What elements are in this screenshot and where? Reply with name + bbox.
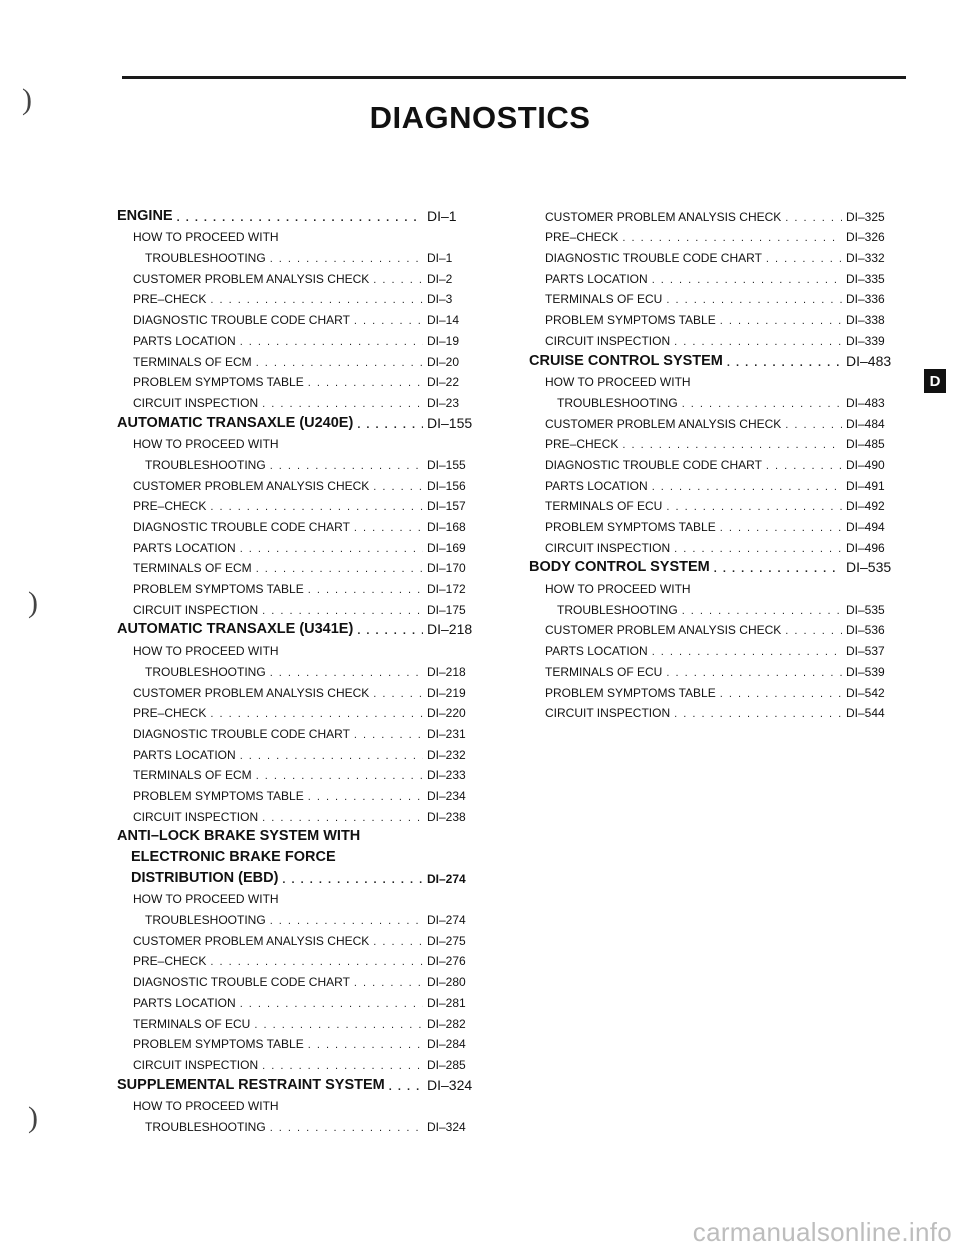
toc-entry-title: PRE–CHECK [545,230,619,245]
toc-entry-title: PROBLEM SYMPTOMS TABLE [133,788,304,803]
toc-entry-title: TERMINALS OF ECU [545,664,663,679]
toc-entry[interactable] [117,1113,493,1134]
toc-entry-title: PRE–CHECK [133,292,207,307]
toc-entry[interactable] [529,493,912,514]
toc-entry-title: CUSTOMER PROBLEM ANALYSIS CHECK [133,478,370,493]
toc-entry-title: PRE–CHECK [133,499,207,514]
toc-entry[interactable] [117,513,493,534]
toc-entry[interactable] [117,286,493,307]
toc-entry-title: DIAGNOSTIC TROUBLE CODE CHART [545,251,762,266]
toc-entry-title: HOW TO PROCEED WITH [133,230,279,245]
toc-entry-title: CIRCUIT INSPECTION [545,540,671,555]
toc-page-number: DI–20 [427,354,460,369]
dot-leader [240,750,423,762]
dot-leader [666,667,842,679]
toc-entry[interactable] [117,1072,493,1093]
toc-entry[interactable] [117,968,493,989]
toc-page-number: DI–496 [846,540,885,555]
toc-entry[interactable] [529,244,912,265]
toc-entry[interactable] [529,451,912,472]
toc-heading [117,1093,493,1114]
dot-leader [373,688,423,700]
toc-page-number: DI–22 [427,375,460,390]
toc-entry-title: PARTS LOCATION [545,271,648,286]
dot-leader [357,625,423,637]
toc-entry[interactable] [529,596,912,617]
toc-page-number: DI–285 [427,1057,466,1072]
dot-leader [177,212,423,224]
toc-page-number: DI–280 [427,975,466,990]
header-rule [122,76,906,79]
toc-entry-title: PARTS LOCATION [133,333,236,348]
toc-page-number: DI–535 [846,602,885,617]
toc-page-number: DI–281 [427,995,466,1010]
toc-entry-title: DIAGNOSTIC TROUBLE CODE CHART [133,726,350,741]
toc-entry-title: CIRCUIT INSPECTION [133,602,259,617]
toc-left-column [117,203,493,1134]
dot-leader [682,605,842,617]
dot-leader [308,1039,423,1051]
toc-page-number: DI–326 [846,230,885,245]
toc-page-number: DI–536 [846,623,885,638]
toc-page-number: DI–535 [846,559,892,576]
dot-leader [270,667,423,679]
toc-entry-title: TROUBLESHOOTING [145,251,266,266]
toc-entry[interactable] [117,389,493,410]
binder-hole-mark: ) [28,1101,38,1134]
dot-leader [785,212,842,224]
toc-heading [117,637,493,658]
toc-page-number: DI–544 [846,706,885,721]
dot-leader [308,791,423,803]
toc-entry-title: PROBLEM SYMPTOMS TABLE [545,685,716,700]
toc-page-number: DI–232 [427,747,466,762]
dot-leader [720,522,842,534]
toc-entry[interactable] [117,803,493,824]
toc-entry-title: HOW TO PROCEED WITH [133,1099,279,1114]
toc-entry[interactable] [117,741,493,762]
toc-entry-title: DIAGNOSTIC TROUBLE CODE CHART [133,313,350,328]
toc-entry-title: TROUBLESHOOTING [145,913,266,928]
dot-leader [308,377,423,389]
toc-page-number: DI–274 [427,913,466,928]
dot-leader [210,294,423,306]
dot-leader [270,1122,423,1134]
toc-entry-title: CIRCUIT INSPECTION [545,333,671,348]
toc-entry-title: SUPPLEMENTAL RESTRAINT SYSTEM [117,1076,385,1093]
binder-hole-mark: ) [28,586,38,619]
toc-page-number: DI–238 [427,809,466,824]
dot-leader [682,398,842,410]
dot-leader [256,357,423,369]
toc-entry[interactable] [529,265,912,286]
toc-entry[interactable] [117,700,493,721]
dot-leader [666,501,842,513]
toc-page-number: DI–23 [427,395,460,410]
toc-page-number: DI–483 [846,352,892,369]
toc-entry-title: PROBLEM SYMPTOMS TABLE [133,582,304,597]
toc-entry[interactable] [117,244,493,265]
toc-entry[interactable] [529,679,912,700]
toc-page-number: DI–485 [846,437,885,452]
toc-entry-title: HOW TO PROCEED WITH [133,644,279,659]
toc-page-number: DI–542 [846,685,885,700]
toc-entry-title: TROUBLESHOOTING [557,602,678,617]
toc-page-number: DI–14 [427,313,460,328]
toc-page-number: DI–218 [427,664,466,679]
toc-entry[interactable] [529,637,912,658]
toc-page-number: DI–274 [427,871,466,886]
section-tab-badge[interactable]: D [924,369,946,393]
toc-page-number: DI–539 [846,664,885,679]
dot-leader [240,336,423,348]
toc-page-number: DI–336 [846,292,885,307]
toc-page-number: DI–172 [427,582,466,597]
toc-entry[interactable] [117,989,493,1010]
toc-entry-title: DIAGNOSTIC TROUBLE CODE CHART [545,457,762,472]
toc-entry[interactable] [529,658,912,679]
toc-entry[interactable] [529,327,912,348]
toc-entry[interactable] [117,265,493,286]
toc-entry-title: CIRCUIT INSPECTION [133,809,259,824]
toc-page-number: DI–338 [846,313,885,328]
toc-entry[interactable] [529,472,912,493]
toc-page-number: DI–492 [846,499,885,514]
dot-leader [373,481,423,493]
toc-page-number: DI–219 [427,685,466,700]
toc-entry[interactable] [529,306,912,327]
toc-page-number: DI–494 [846,520,885,534]
toc-entry[interactable] [529,410,912,431]
toc-entry-title: ANTI–LOCK BRAKE SYSTEM WITH [117,828,361,845]
toc-entry-title: CUSTOMER PROBLEM ANALYSIS CHECK [545,623,782,638]
toc-entry[interactable] [117,906,493,927]
toc-entry[interactable] [117,948,493,969]
toc-entry[interactable] [117,348,493,369]
toc-entry-title: ENGINE [117,207,173,224]
toc-heading [117,844,493,865]
toc-entry-title: PROBLEM SYMPTOMS TABLE [545,520,716,534]
toc-page-number: DI–220 [427,706,466,721]
toc-entry-title: TERMINALS OF ECM [133,768,252,783]
dot-leader [720,315,842,327]
toc-heading [117,824,493,845]
dot-leader [262,605,423,617]
toc-entry-title: DIAGNOSTIC TROUBLE CODE CHART [133,975,350,990]
toc-page-number: DI–325 [846,209,885,224]
toc-entry[interactable] [529,555,912,576]
toc-entry-title: HOW TO PROCEED WITH [545,375,691,390]
dot-leader [270,253,423,265]
toc-page-number: DI–231 [427,726,466,741]
toc-heading [529,575,912,596]
dot-leader [262,398,423,410]
toc-page-number: DI–484 [846,416,885,431]
toc-entry[interactable] [529,203,912,224]
toc-page-number: DI–3 [427,292,453,307]
dot-leader [262,812,423,824]
dot-leader [254,1019,423,1031]
toc-page-number: DI–175 [427,602,466,617]
toc-entry-title: CIRCUIT INSPECTION [545,706,671,721]
dot-leader [652,481,842,493]
dot-leader [652,274,842,286]
toc-entry-title: ELECTRONIC BRAKE FORCE [131,849,336,865]
toc-entry-title: AUTOMATIC TRANSAXLE (U240E) [117,414,354,431]
toc-page-number: DI–335 [846,271,885,286]
toc-entry-title: PARTS LOCATION [133,995,236,1010]
toc-entry-title: PRE–CHECK [133,954,207,969]
toc-entry-title: TERMINALS OF ECU [133,1016,251,1031]
toc-page-number: DI–234 [427,788,466,803]
toc-heading [117,431,493,452]
toc-entry[interactable] [117,410,493,431]
toc-page-number: DI–170 [427,561,466,576]
dot-leader [210,708,423,720]
toc-entry-title: TERMINALS OF ECU [545,499,663,514]
toc-entry-title: CIRCUIT INSPECTION [133,1057,259,1072]
toc-entry-title: TERMINALS OF ECM [133,354,252,369]
toc-entry-title: BODY CONTROL SYSTEM [529,559,710,576]
toc-heading [117,224,493,245]
toc-entry[interactable] [117,369,493,390]
dot-leader [354,522,423,534]
toc-entry[interactable] [529,286,912,307]
toc-entry[interactable] [117,679,493,700]
toc-entry[interactable] [117,534,493,555]
dot-leader [674,708,842,720]
toc-page-number: DI–218 [427,621,473,638]
toc-entry-title: TROUBLESHOOTING [145,1119,266,1134]
dot-leader [256,563,423,575]
toc-entry[interactable] [117,762,493,783]
toc-page-number: DI–156 [427,478,466,493]
toc-entry[interactable] [529,617,912,638]
toc-page-number: DI–169 [427,540,466,555]
toc-page-number: DI–284 [427,1037,466,1052]
toc-entry-title: TROUBLESHOOTING [145,457,266,472]
toc-page-number: DI–1 [427,251,453,266]
toc-entry[interactable] [529,348,912,369]
toc-entry[interactable] [117,575,493,596]
toc-entry-title: CUSTOMER PROBLEM ANALYSIS CHECK [545,416,782,431]
toc-entry[interactable] [529,513,912,534]
toc-entry-title: PROBLEM SYMPTOMS TABLE [133,375,304,390]
dot-leader [308,584,423,596]
dot-leader [720,688,842,700]
toc-page-number: DI–324 [427,1119,466,1134]
toc-page-number: DI–332 [846,251,885,266]
toc-page-number: DI–324 [427,1076,473,1093]
toc-entry[interactable] [117,596,493,617]
toc-entry[interactable] [529,431,912,452]
toc-entry[interactable] [117,658,493,679]
toc-entry[interactable] [117,1010,493,1031]
dot-leader [674,336,842,348]
toc-entry[interactable] [117,1051,493,1072]
dot-leader [785,419,842,431]
toc-entry[interactable] [117,327,493,348]
toc-entry-title: CUSTOMER PROBLEM ANALYSIS CHECK [545,209,782,224]
dot-leader [666,294,842,306]
toc-entry-title: PRE–CHECK [545,437,619,452]
toc-page-number: DI–282 [427,1016,466,1031]
dot-leader [622,439,842,451]
dot-leader [727,357,842,369]
dot-leader [270,460,423,472]
toc-entry-title: CRUISE CONTROL SYSTEM [529,352,723,369]
toc-page-number: DI–490 [846,457,885,472]
toc-entry-title: AUTOMATIC TRANSAXLE (U341E) [117,621,354,638]
toc-entry[interactable] [529,534,912,555]
dot-leader [262,1060,423,1072]
toc-page-number: DI–19 [427,333,460,348]
toc-entry-title: HOW TO PROCEED WITH [133,892,279,907]
toc-entry-title: PARTS LOCATION [545,478,648,493]
toc-page-number: DI–157 [427,499,466,514]
toc-entry-title: DISTRIBUTION (EBD) [131,869,279,886]
toc-entry-title: CUSTOMER PROBLEM ANALYSIS CHECK [133,271,370,286]
toc-entry-title: PARTS LOCATION [133,540,236,555]
toc-page-number: DI–339 [846,333,885,348]
toc-entry[interactable] [117,306,493,327]
page-title: DIAGNOSTICS [369,100,591,135]
toc-entry[interactable] [117,1031,493,1052]
dot-leader [766,253,842,265]
toc-right-column [529,203,912,720]
toc-entry[interactable] [117,720,493,741]
toc-entry[interactable] [117,493,493,514]
toc-entry-title: CIRCUIT INSPECTION [133,395,259,410]
dot-leader [354,315,423,327]
toc-page-number: DI–233 [427,768,466,783]
toc-entry-title: CUSTOMER PROBLEM ANALYSIS CHECK [133,685,370,700]
toc-page-number: DI–155 [427,414,473,431]
toc-entry[interactable] [117,927,493,948]
dot-leader [354,977,423,989]
toc-entry[interactable] [117,555,493,576]
toc-entry-title: PARTS LOCATION [133,747,236,762]
dot-leader [210,501,423,513]
dot-leader [357,419,423,431]
toc-entry-title: PROBLEM SYMPTOMS TABLE [545,313,716,328]
toc-entry[interactable] [117,203,493,224]
dot-leader [785,625,842,637]
toc-entry-title: DIAGNOSTIC TROUBLE CODE CHART [133,520,350,534]
toc-entry-title: TROUBLESHOOTING [557,395,678,410]
toc-entry[interactable] [529,700,912,721]
dot-leader [210,956,423,968]
toc-page-number: DI–276 [427,954,466,969]
toc-entry[interactable] [117,472,493,493]
watermark-text: carmanualsonline.info [692,1217,952,1247]
toc-page-number: DI–2 [427,271,453,286]
toc-entry-title: CUSTOMER PROBLEM ANALYSIS CHECK [133,933,370,948]
dot-leader [652,646,842,658]
toc-page-number: DI–1 [427,207,457,224]
dot-leader [622,232,842,244]
dot-leader [256,770,423,782]
toc-entry-title: PRE–CHECK [133,706,207,721]
toc-entry-title: PARTS LOCATION [545,644,648,659]
toc-entry[interactable] [529,389,912,410]
toc-page-number: DI–537 [846,644,885,659]
toc-entry[interactable] [117,617,493,638]
dot-leader [674,543,842,555]
dot-leader [373,936,423,948]
toc-entry[interactable] [117,782,493,803]
toc-page-number: DI–275 [427,933,466,948]
toc-page-number: DI–491 [846,478,885,493]
toc-entry-title: TROUBLESHOOTING [145,664,266,679]
dot-leader [240,543,423,555]
toc-entry[interactable] [529,224,912,245]
toc-entry-title: HOW TO PROCEED WITH [545,582,691,597]
toc-entry-title: PROBLEM SYMPTOMS TABLE [133,1037,304,1052]
toc-entry[interactable] [117,865,493,886]
toc-heading [529,369,912,390]
toc-heading [117,886,493,907]
dot-leader [270,915,423,927]
dot-leader [714,563,842,575]
toc-page-number: DI–155 [427,457,466,472]
dot-leader [354,729,423,741]
toc-entry[interactable] [117,451,493,472]
dot-leader [766,460,842,472]
toc-page-number: DI–168 [427,520,466,534]
dot-leader [282,874,423,886]
dot-leader [373,274,423,286]
binder-hole-mark: ) [22,83,32,116]
toc-page-number: DI–483 [846,395,885,410]
toc-entry-title: TERMINALS OF ECM [133,561,252,576]
dot-leader [389,1081,423,1093]
toc-entry-title: TERMINALS OF ECU [545,292,663,307]
dot-leader [240,998,423,1010]
toc-entry-title: HOW TO PROCEED WITH [133,437,279,452]
